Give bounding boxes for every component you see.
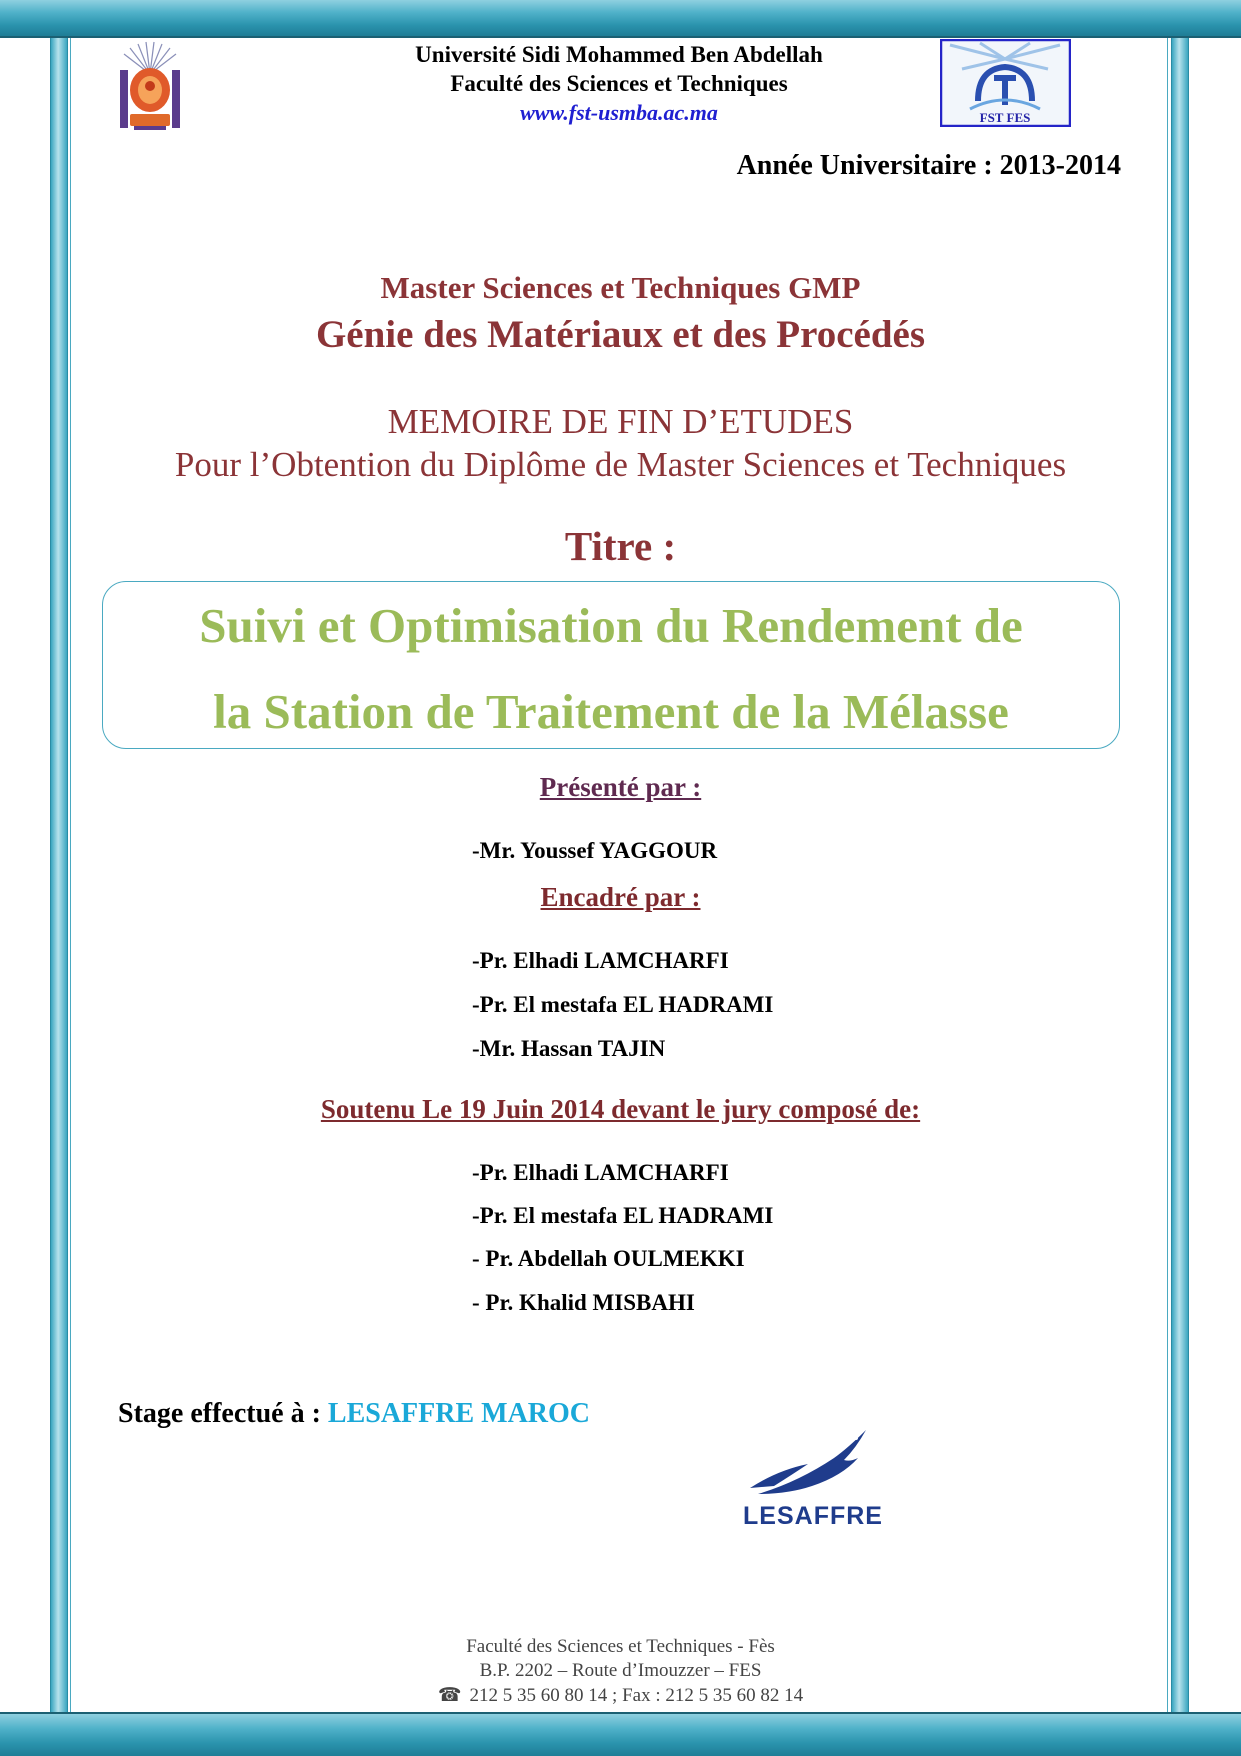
presenter-name: -Mr. Youssef YAGGOUR [472, 838, 718, 863]
jury-heading: Soutenu Le 19 Juin 2014 devant le jury composé de: [320, 1094, 921, 1124]
presented-by-heading: Présenté par : [539, 772, 702, 802]
internship-line [118, 1398, 590, 1430]
thesis-type: MEMOIRE DE FIN D’ETUDES [387, 402, 854, 441]
bottom-frame-bar [0, 1712, 1241, 1756]
footer-phone-fax: 212 5 35 60 80 14 ; Fax : 212 5 35 60 82 14 [469, 1685, 804, 1706]
specialty-title: Génie des Matériaux et des Procédés [315, 313, 926, 356]
supervisor-name: -Mr. Hassan TAJIN [472, 1036, 666, 1061]
institution-header [300, 40, 938, 127]
faculty-website-link[interactable]: www.fst-usmba.ac.ma [520, 100, 718, 125]
master-program: Master Sciences et Techniques GMP [380, 270, 861, 305]
university-name: Université Sidi Mohammed Ben Abdellah [415, 42, 823, 67]
title-label: Titre : [564, 523, 677, 569]
thesis-title-line-1: Suivi et Optimisation du Rendement de [199, 598, 1023, 653]
lesaffre-logo-text: LESAFFRE [743, 1502, 883, 1530]
university-emblem-logo [114, 40, 186, 132]
supervisor-name: -Pr. Elhadi LAMCHARFI [472, 948, 729, 973]
internship-company: LESAFFRE MAROC [327, 1398, 591, 1429]
jury-member-name: - Pr. Khalid MISBAHI [472, 1290, 695, 1315]
faculty-name: Faculté des Sciences et Techniques [450, 71, 788, 96]
top-frame-bar [0, 0, 1241, 38]
fst-logo-text: FST FES [979, 110, 1031, 125]
thesis-title-line-2: la Station de Traitement de la Mélasse [213, 684, 1009, 739]
footer-faculty: Faculté des Sciences et Techniques - Fès [466, 1636, 775, 1657]
thesis-purpose: Pour l’Obtention du Diplôme de Master Sciences et Techniques [174, 445, 1067, 484]
lesaffre-logo [738, 1424, 888, 1530]
jury-member-name: - Pr. Abdellah OULMEKKI [472, 1246, 745, 1271]
supervised-by-heading: Encadré par : [540, 882, 701, 912]
footer-address: B.P. 2202 – Route d’Imouzzer – FES [479, 1660, 762, 1681]
phone-icon: ☎ [437, 1685, 462, 1706]
jury-member-name: -Pr. Elhadi LAMCHARFI [472, 1160, 729, 1185]
jury-member-name: -Pr. El mestafa EL HADRAMI [472, 1203, 774, 1228]
internship-label: Stage effectué à : [118, 1398, 328, 1429]
fst-fes-logo [940, 39, 1071, 127]
footer-contact [0, 1684, 1241, 1707]
academic-year: Année Universitaire : 2013-2014 [736, 150, 1121, 181]
supervisor-name: -Pr. El mestafa EL HADRAMI [472, 992, 774, 1017]
